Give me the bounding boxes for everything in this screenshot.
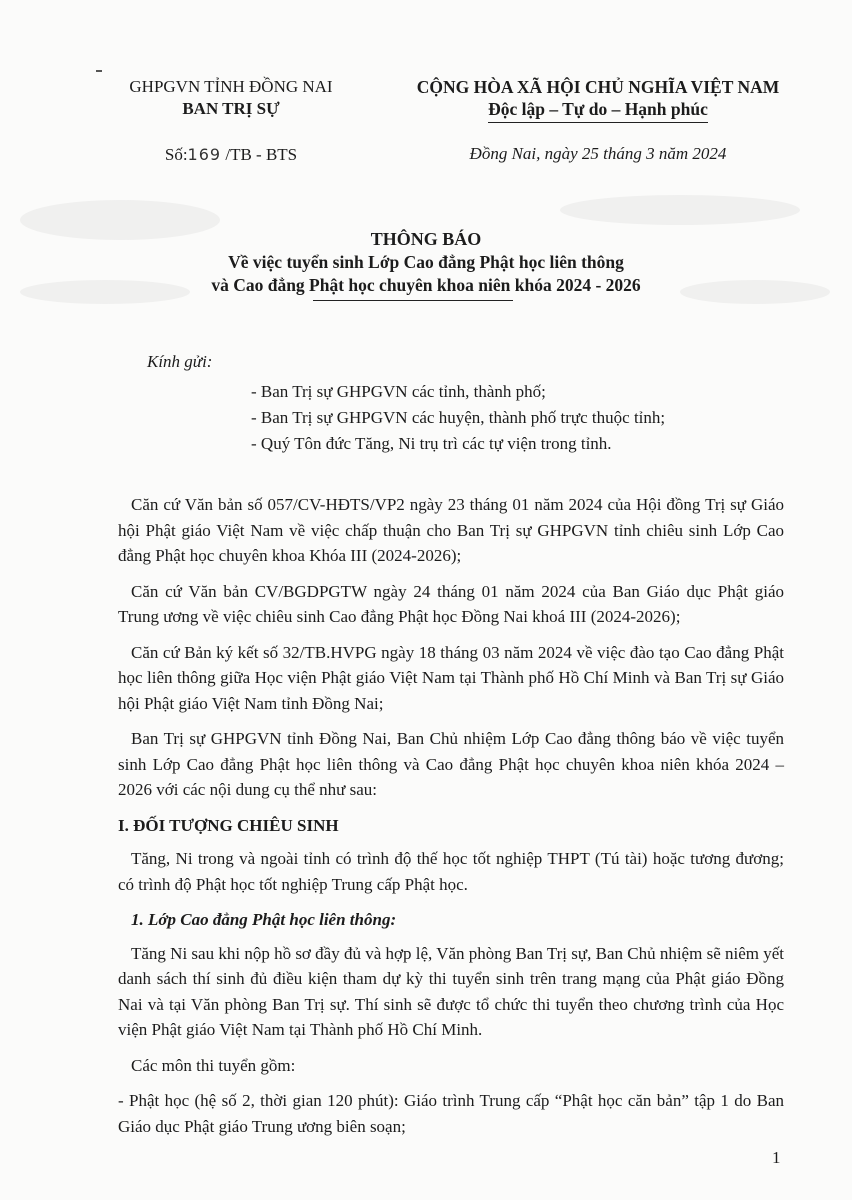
body-paragraph: Tăng, Ni trong và ngoài tỉnh có trình độ thế học tốt nghiệp THPT (Tú tài) hoặc tương đương; có trình độ Phật học tốt nghiệp Trung cấp Phật học. [118,849,784,894]
page-number: 1 [772,1148,781,1167]
scan-mark [96,70,102,72]
section-heading: I. ĐỐI TƯỢNG CHIÊU SINH [118,815,339,835]
subsection-heading: 1. Lớp Cao đẳng Phật học liên thông: [131,910,397,929]
body-paragraph: - Phật học (hệ số 2, thời gian 120 phút): Giáo trình Trung cấp “Phật học căn bản” tập 1 do Ban Giáo dục Phật giáo Trung ương biên soạn; [118,1091,784,1136]
number-prefix: Số: [164,145,188,164]
number-handwritten: 169 [187,145,222,164]
number-suffix: /TB - BTS [221,145,298,164]
body-paragraph: Căn cứ Văn bản số 057/CV-HĐTS/VP2 ngày 23 tháng 01 năm 2024 của Hội đồng Trị sự Giáo hội Phật giáo Việt Nam về việc chấp thuận cho Ban Trị sự GHPGVN tỉnh chiêu sinh Lớp Cao đẳng Phật học chuyên khoa Khóa III (2024-2026); [118,495,784,565]
document-number [105,144,357,166]
issuer-header [105,76,357,166]
national-motto: Độc lập – Tự do – Hạnh phúc [488,98,708,123]
scan-smudge [560,195,800,225]
document-body [118,492,784,1149]
body-paragraph: Ban Trị sự GHPGVN tỉnh Đồng Nai, Ban Chủ nhiệm Lớp Cao đẳng thông báo về việc tuyển sinh Lớp Cao đẳng Phật học liên thông và Cao đẳng Phật học chuyên khoa niên khóa 2024 – 2026 với các nội dung cụ thể như sau: [118,729,784,799]
title-main: THÔNG BÁO [370,229,482,249]
place-date: Đồng Nai, ngày 25 tháng 3 năm 2024 [469,144,727,163]
title-underline [313,300,513,301]
salutation: Kính gửi: [147,352,213,371]
nation-name: CỘNG HÒA XÃ HỘI CHỦ NGHĨA VIỆT NAM [416,77,780,97]
title-line-1: Về việc tuyển sinh Lớp Cao đẳng Phật học liên thông [228,252,624,272]
national-header [392,76,804,165]
recipient-item: - Ban Trị sự GHPGVN các huyện, thành phố trực thuộc tỉnh; [251,408,666,427]
body-paragraph: Các môn thi tuyển gồm: [131,1055,296,1075]
recipient-item: - Ban Trị sự GHPGVN các tỉnh, thành phố; [251,382,546,401]
title-line-2: và Cao đẳng Phật học chuyên khoa niên khóa 2024 - 2026 [211,275,641,295]
body-paragraph: Căn cứ Bản ký kết số 32/TB.HVPG ngày 18 tháng 03 năm 2024 về việc đào tạo Cao đẳng Phật học liên thông giữa Học viện Phật giáo Việt Nam tại Thành phố Hồ Chí Minh và Ban Trị sự Giáo hội Phật giáo Việt Nam tỉnh Đồng Nai; [118,642,784,713]
issuer-org: GHPGVN TỈNH ĐỒNG NAI [129,77,333,96]
body-paragraph: Căn cứ Văn bản CV/BGDPGTW ngày 24 tháng 01 năm 2024 của Ban Giáo dục Phật giáo Trung ương về việc chiêu sinh Cao đẳng Phật học Đồng Nai khoá III (2024-2026); [118,581,784,626]
issuer-dept: BAN TRỊ SỰ [182,99,280,118]
recipient-list [251,379,665,457]
document-title [100,228,752,297]
body-paragraph: Tăng Ni sau khi nộp hồ sơ đầy đủ và hợp lệ, Văn phòng Ban Trị sự, Ban Chủ nhiệm sẽ niêm yết danh sách thí sinh đủ điều kiện tham dự kỳ thi tuyển sinh trên trang mạng của Phật giáo Đồng Nai và tại Văn phòng Ban Trị sự. Thí sinh sẽ được tổ chức thi tuyển theo chương trình của Học viện Phật giáo Việt Nam tại Thành phố Hồ Chí Minh. [118,943,784,1039]
recipient-item: - Quý Tôn đức Tăng, Ni trụ trì các tự viện trong tỉnh. [251,434,612,453]
